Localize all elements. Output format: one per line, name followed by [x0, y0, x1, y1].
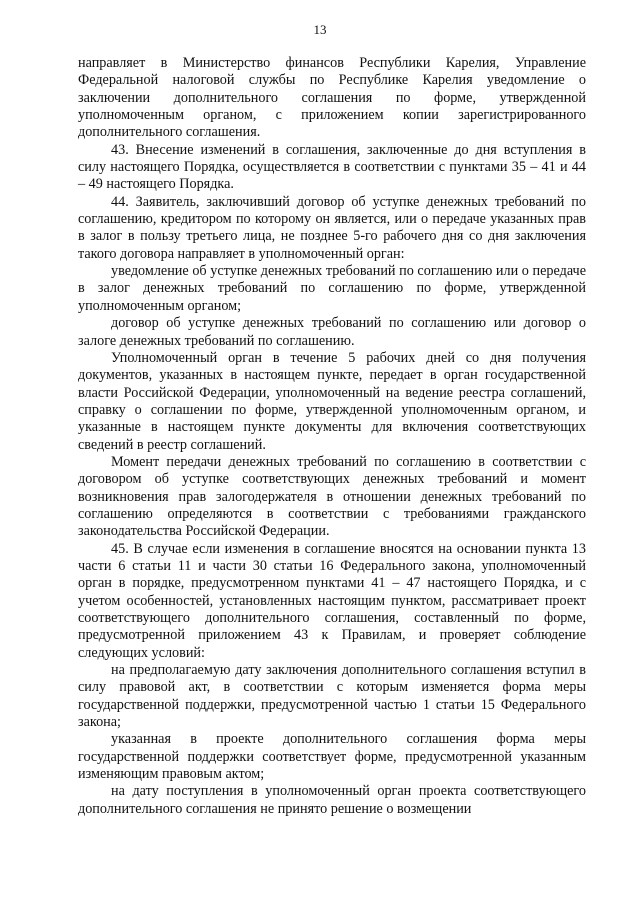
document-body: [78, 55, 586, 818]
paragraph-item-44: 44. Заявитель, заключивший договор об уступке денежных требований по соглашению, кредитором по которому он является, или о передаче указанных прав в залог в пользу третьего лица, не позднее 5-го рабочего дня со дня заключения такого договора направляет в уполномоченный орган:: [78, 193, 586, 262]
paragraph-transfer-moment: Момент передачи денежных требований по соглашению в соответствии с договором об уступке соответствующих денежных требований и момент возникновения прав залогодержателя в отношении денежных требований по соглашению определяются в соответствии с требованиями гражданского законодательства Российской Федерации.: [78, 453, 586, 540]
paragraph-condition-legal-act: на предполагаемую дату заключения дополнительного соглашения вступил в силу правовой акт, в соответствии с которым изменяется форма меры государственной поддержки, предусмотренной частью 1 статьи 15 Федерального закона;: [78, 662, 586, 731]
paragraph-condition-decision: на дату поступления в уполномоченный орган проекта соответствующего дополнительного соглашения не принято решение о возмещении: [78, 783, 586, 817]
page-number: 13: [313, 22, 327, 37]
paragraph-item-45: 45. В случае если изменения в соглашение вносятся на основании пункта 13 части 6 статьи 11 и части 30 статьи 16 Федерального закона, уполномоченный орган в порядке, предусмотренном пунктами 41 – 47 настоящего Порядка, и с учетом особенностей, установленных настоящим пунктом, рассматривает проект соответствующего дополнительного соглашения, составленный по форме, предусмотренной приложением 43 к Правилам, и проверяет соблюдение следующих условий:: [78, 540, 586, 661]
paragraph-item-43: 43. Внесение изменений в соглашения, заключенные до дня вступления в силу настоящего Порядка, осуществляется в соответствии с пунктами 35 – 41 и 44 – 49 настоящего Порядка.: [78, 141, 586, 193]
paragraph-authority-transfer: Уполномоченный орган в течение 5 рабочих дней со дня получения документов, указанных в настоящем пункте, передает в орган государственной власти Российской Федерации, уполномоченный на ведение реестра соглашений, справку о соглашении по форме, утвержденной уполномоченным органом, и указанные в настоящем пункте документы для включения соответствующих сведений в реестр соглашений.: [78, 349, 586, 453]
paragraph-notice-assignment: уведомление об уступке денежных требований по соглашению или о передаче в залог денежных требований по соглашению по форме, утвержденной уполномоченным органом;: [78, 263, 586, 314]
paragraph-assignment-contract: договор об уступке денежных требований по соглашению или договор о залоге денежных требований по соглашению.: [78, 315, 586, 349]
paragraph-condition-form: указанная в проекте дополнительного соглашения форма меры государственной поддержки соответствует форме, предусмотренной указанным изменяющим правовым актом;: [78, 731, 586, 783]
paragraph-continuation: направляет в Министерство финансов Республики Карелия, Управление Федеральной налоговой службы по Республике Карелия уведомление о заключении дополнительного соглашения по форме, утвержденной уполномоченным органом, с приложением копии зарегистрированного дополнительного соглашения.: [78, 55, 586, 141]
